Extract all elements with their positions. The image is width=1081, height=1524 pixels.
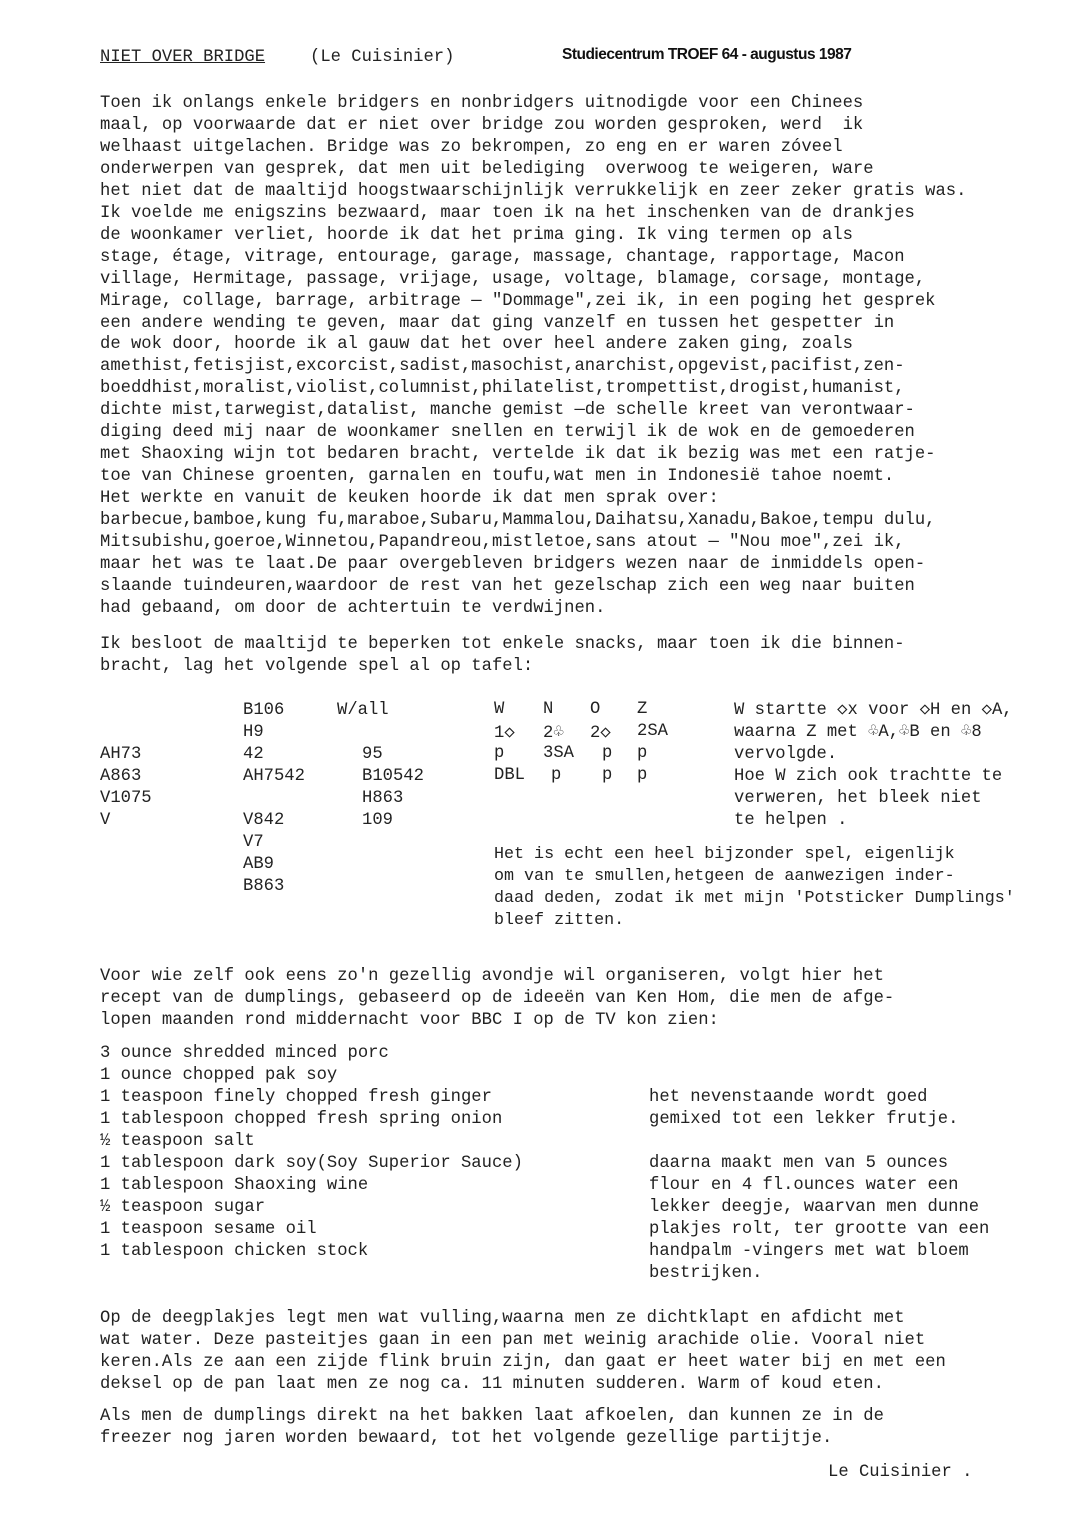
text-line: het niet dat de maaltijd hoogstwaarschijnlijk verrukkelijk en zeer zeker gratis was. [100, 181, 967, 201]
south-suit: V7 [243, 833, 264, 852]
bidding-row [494, 744, 714, 766]
ingredient-item: 1 teaspoon finely chopped fresh ginger [100, 1088, 492, 1107]
deal-remark [494, 844, 1060, 932]
deal-west-hand [100, 744, 220, 832]
text-line: slaande tuindeuren,waardoor de rest van het gezelschap zich een weg naar buiten [100, 576, 915, 596]
text-line: diging deed mij naar de woonkamer snellen en terwijl ik de wok en de gemoederen [100, 423, 915, 443]
text-line: een andere wending te geven, maar dat ging vanzelf en tussen het gespetter in [100, 313, 895, 333]
text-line: Mitsubishu,goeroe,Winnetou,Papandreou,mistletoe,sans atout — "Nou moe",zei ik, [100, 533, 905, 553]
south-suit: B863 [243, 877, 285, 896]
text-line: daarna maakt men van 5 ounces [649, 1154, 949, 1173]
text-line: barbecue,bamboe,kung fu,maraboe,Subaru,Mammalou,Daihatsu,Xanadu,Bakoe,tempu dulu, [100, 511, 936, 531]
text-line: W startte ◇x voor ◇H en ◇A, [734, 701, 1013, 720]
ingredient-item: 1 tablespoon chicken stock [100, 1242, 369, 1261]
text-line: Toen ik onlangs enkele bridgers en nonbridgers uitnodigde voor een Chinees [100, 94, 864, 113]
text-line: had gebaand, om door de achtertuin te verdwijnen. [100, 598, 606, 618]
play-note [734, 700, 1064, 832]
text-line: dichte mist,tarwegist,datalist, manche gemist —de schelle kreet van verontwaar- [100, 401, 915, 421]
bid-header: N [543, 700, 554, 719]
bid-cell: 2♧ [543, 724, 564, 743]
text-line: wat water. Deze pasteitjes gaan in een pan met weinig arachide olie. Vooral niet [100, 1330, 926, 1350]
bidding-table [494, 700, 714, 788]
text-line: Ik besloot de maaltijd te beperken tot enkele snacks, maar toen ik die binnen- [100, 635, 905, 654]
text-line: maal, op voorwaarde dat er niet over bridge zou worden gesproken, werd ik [100, 115, 864, 135]
text-line: stage, étage, vitrage, entourage, garage, massage, chantage, rapportage, Macon [100, 247, 905, 267]
deal-east-hand [362, 744, 472, 832]
west-suit: A863 [100, 767, 142, 786]
north-suit [243, 788, 343, 810]
north-suit: AH7542 [243, 767, 305, 786]
bid-cell: p [637, 766, 648, 785]
text-line: flour en 4 fl.ounces water een [649, 1176, 959, 1195]
east-suit: B10542 [362, 767, 424, 786]
ingredient-item: 1 tablespoon dark soy(Soy Superior Sauce) [100, 1154, 523, 1173]
deal-north-hand [243, 700, 343, 832]
text-line: boeddhist,moralist,violist,columnist,philatelist,trompettist,drogist,humanist, [100, 379, 905, 399]
text-line: Mirage, collage, barrage, arbitrage — "Dommage",zei ik, in een poging het gesprek [100, 291, 936, 311]
text-line: de wok door, hoorde ik al gauw dat het over heel andere zaken ging, zoals [100, 335, 853, 355]
bidding-row [494, 766, 714, 788]
bid-header: O [590, 700, 601, 719]
bidding-row [494, 722, 714, 744]
east-suit: 95 [362, 745, 383, 764]
text-line: vervolgde. [734, 745, 838, 764]
mix-note [649, 1087, 1059, 1131]
bid-cell: p [602, 744, 613, 763]
bid-cell: 2◇ [590, 724, 611, 743]
text-line: maar het was te laat.De paar overgebleven bridgers wezen naar de inmiddels open- [100, 555, 926, 575]
text-line: de woonkamer verliet, hoorde ik dat het prima ging. Ik ving termen op als [100, 225, 853, 245]
vulnerability-label [337, 700, 437, 722]
text-line: amethist,fetisjist,excorcist,sadist,masochist,anarchist,opgevist,pacifist,zen- [100, 357, 905, 377]
text-line: Het werkte en vanuit de keuken hoorde ik dat men sprak over: [100, 489, 719, 509]
text-line: waarna Z met ♧A,♧B en ♧8 [734, 723, 982, 742]
text-line: Ik voelde me enigszins bezwaard, maar toen ik na het inschenken van de drankjes [100, 203, 915, 223]
north-suit: H9 [243, 723, 264, 742]
text-line: welhaast uitgelachen. Bridge was zo bekrompen, zo eng en er waren zóveel [100, 137, 843, 157]
text-line: bleef zitten. [494, 911, 625, 930]
deal-south-hand [243, 832, 343, 898]
text-line: bracht, lag het volgende spel al op tafel: [100, 656, 534, 676]
storage-paragraph [100, 1406, 1060, 1450]
text-line: bestrijken. [649, 1264, 763, 1283]
publication-source: Studiecentrum TROEF 64 - augustus 1987 [562, 46, 852, 63]
ingredient-item: 1 tablespoon chopped fresh spring onion [100, 1110, 503, 1129]
signature-text: Le Cuisinier . [828, 1463, 973, 1482]
ingredient-item: ½ teaspoon sugar [100, 1198, 266, 1217]
text-line: village, Hermitage, passage, vrijage, usage, voltage, blamage, corsage, montage, [100, 269, 926, 289]
vulnerability-text: W/all [337, 701, 389, 720]
dough-note [649, 1153, 1059, 1285]
west-suit: V1075 [100, 789, 152, 808]
text-line: handpalm -vingers met wat bloem [649, 1242, 969, 1261]
text-line: het nevenstaande wordt goed [649, 1088, 928, 1107]
east-suit: H863 [362, 789, 404, 808]
text-line: gemixed tot een lekker frutje. [649, 1110, 959, 1129]
south-suit: AB9 [243, 855, 274, 874]
ingredient-item: ½ teaspoon salt [100, 1132, 255, 1151]
west-suit: V [100, 811, 111, 830]
text-line: te helpen . [734, 811, 848, 830]
method-paragraph [100, 1308, 1060, 1396]
text-line: daad deden, zodat ik met mijn 'Potsticker Dumplings' [494, 889, 1015, 908]
text-line: Op de deegplakjes legt men wat vulling,waarna men ze dichtklapt en afdicht met [100, 1309, 905, 1328]
north-suit: 42 [243, 745, 264, 764]
text-line: keren.Als ze aan een zijde flink bruin zijn, dan gaat er heet water bij en met een [100, 1352, 946, 1372]
article-title: NIET OVER BRIDGE [100, 48, 266, 67]
intro-paragraph [100, 93, 1060, 620]
text-line: Het is echt een heel bijzonder spel, eigenlijk [494, 845, 955, 864]
text-line: Hoe W zich ook trachtte te [734, 767, 1003, 786]
bid-header: W [494, 700, 505, 719]
signature [828, 1462, 1028, 1484]
text-line: onderwerpen van gesprek, dat men uit belediging overwoog te weigeren, ware [100, 159, 874, 179]
bid-cell: 2SA [637, 722, 668, 741]
bid-cell: 1◇ [494, 724, 515, 743]
north-suit: V842 [243, 811, 285, 830]
bid-cell: 3SA [543, 744, 574, 763]
recipe-intro [100, 966, 1060, 1032]
text-line: deksel op de pan laat men ze nog ca. 11 minuten sudderen. Warm of koud eten. [100, 1374, 884, 1394]
bid-cell: p [494, 744, 505, 763]
bid-cell: p [551, 766, 562, 785]
ingredient-item: 3 ounce shredded minced porc [100, 1044, 389, 1063]
board-label: B106 [243, 701, 285, 720]
east-suit: 109 [362, 811, 393, 830]
ingredient-item: 1 ounce chopped pak soy [100, 1066, 338, 1085]
page-header [100, 48, 1060, 74]
text-line: toe van Chinese groenten, garnalen en toufu,wat men in Indonesië tahoe noemt. [100, 467, 895, 487]
bid-cell: DBL [494, 766, 525, 785]
text-line: verweren, het bleek niet [734, 789, 982, 808]
text-line: freezer nog jaren worden bewaard, tot het volgende gezellige partijtje. [100, 1428, 833, 1448]
text-line: Als men de dumplings direkt na het bakken laat afkoelen, dan kunnen ze in de [100, 1407, 884, 1426]
author-byline: (Le Cuisinier) [310, 48, 455, 67]
text-line: met Shaoxing wijn tot bedaren bracht, vertelde ik dat ik bezig was met een ratje- [100, 445, 936, 465]
bidding-header-row [494, 700, 714, 722]
text-line: lopen maanden rond middernacht voor BBC I op de TV kon zien: [100, 1010, 719, 1030]
ingredient-list [100, 1043, 620, 1263]
bid-cell: p [602, 766, 613, 785]
snacks-paragraph [100, 634, 1060, 678]
text-line: lekker deegje, waarvan men dunne [649, 1198, 980, 1217]
text-line: om van te smullen,hetgeen de aanwezigen inder- [494, 867, 955, 886]
text-line: Voor wie zelf ook eens zo'n gezellig avondje wil organiseren, volgt hier het [100, 967, 884, 986]
bid-cell: p [637, 744, 648, 763]
ingredient-item: 1 tablespoon Shaoxing wine [100, 1176, 369, 1195]
bid-header: Z [637, 700, 648, 719]
text-line: recept van de dumplings, gebaseerd op de ideeën van Ken Hom, die men de afge- [100, 988, 895, 1008]
text-line: plakjes rolt, ter grootte van een [649, 1220, 990, 1239]
ingredient-item: 1 teaspoon sesame oil [100, 1220, 317, 1239]
west-suit: AH73 [100, 745, 142, 764]
